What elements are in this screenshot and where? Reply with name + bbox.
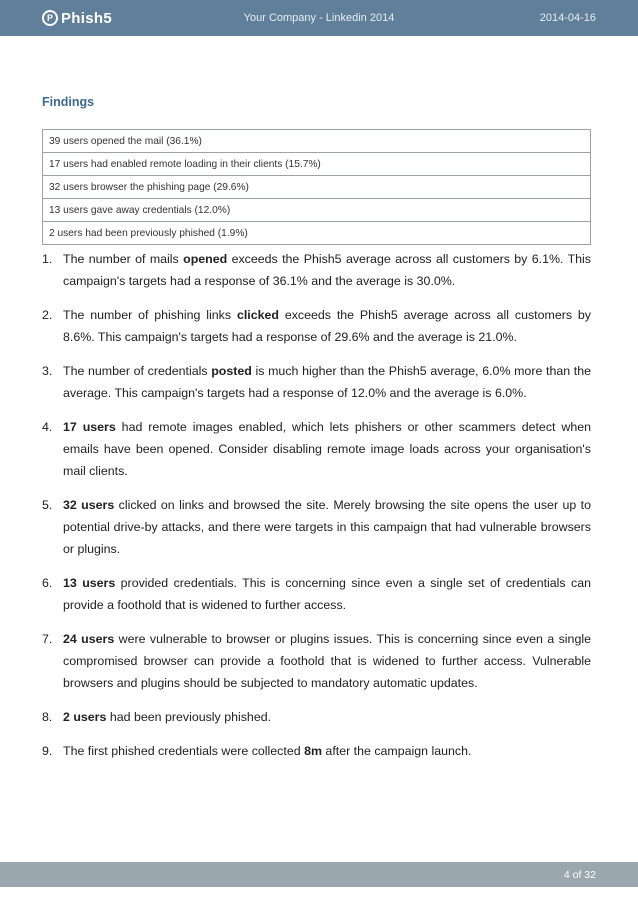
emphasis-text: 13 users <box>63 576 116 590</box>
table-cell: 13 users gave away credentials (12.0%) <box>43 199 591 222</box>
list-item <box>42 416 591 482</box>
list-item <box>42 494 591 560</box>
list-item <box>42 740 591 762</box>
list-item <box>42 360 591 404</box>
list-item-number: 9. <box>42 744 53 758</box>
emphasis-text: opened <box>183 252 228 266</box>
item-text: exceeds the Phish5 average across all customers by 8.6%. This campaign's targets had a response of 29.6% and the average is 21.0%. <box>63 308 591 344</box>
table-cell: 2 users had been previously phished (1.9%) <box>43 222 591 245</box>
list-item-number: 5. <box>42 498 53 512</box>
emphasis-text: 2 users <box>63 710 107 724</box>
table-cell: 39 users opened the mail (36.1%) <box>43 130 591 153</box>
page-number: 4 of 32 <box>563 869 596 881</box>
document-title: Your Company - Linkedin 2014 <box>243 12 395 24</box>
findings-list <box>42 248 591 774</box>
page-footer <box>0 862 638 887</box>
table-cell: 32 users browser the phishing page (29.6%) <box>43 176 591 199</box>
item-text: is much higher than the Phish5 average, 6.0% more than the average. This campaign's targets had a response of 12.0% and the average is 6.0%. <box>63 364 591 400</box>
table-row <box>43 153 591 176</box>
item-text: exceeds the Phish5 average across all customers by 6.1%. This campaign's targets had a response of 36.1% and the average is 30.0%. <box>63 252 591 288</box>
list-item-number: 6. <box>42 576 53 590</box>
item-text: clicked on links and browsed the site. Merely browsing the site opens the user up to potential drive-by attacks, and there were targets in this campaign that had vulnerable browsers or plugins. <box>63 498 591 556</box>
item-text: The number of phishing links <box>63 308 237 322</box>
emphasis-text: posted <box>211 364 252 378</box>
list-item-number: 4. <box>42 420 53 434</box>
emphasis-text: clicked <box>236 308 279 322</box>
list-item <box>42 248 591 292</box>
list-item-number: 7. <box>42 632 53 646</box>
emphasis-text: 24 users <box>63 632 115 646</box>
item-text: The number of mails <box>63 252 184 266</box>
table-cell: 17 users had enabled remote loading in their clients (15.7%) <box>43 153 591 176</box>
logo-text: Phish5 <box>61 9 112 27</box>
item-text: after the campaign launch. <box>321 744 472 758</box>
list-item <box>42 304 591 348</box>
table-row <box>43 130 591 153</box>
emphasis-text: 32 users <box>63 498 115 512</box>
item-text: The number of credentials <box>63 364 212 378</box>
emphasis-text: 8m <box>304 744 322 758</box>
list-item <box>42 572 591 616</box>
list-item-number: 8. <box>42 710 53 724</box>
section-title: Findings <box>42 95 95 109</box>
table-row <box>43 222 591 245</box>
list-item <box>42 628 591 694</box>
emphasis-text: 17 users <box>63 420 116 434</box>
item-text: provided credentials. This is concerning since even a single set of credentials can provide a foothold that is widened to further access. <box>63 576 592 612</box>
list-item-number: 3. <box>42 364 53 378</box>
document-date: 2014-04-16 <box>539 12 596 24</box>
page-header <box>0 0 638 36</box>
list-item-number: 1. <box>42 252 53 266</box>
findings-table <box>42 129 591 245</box>
item-text: The first phished credentials were collected <box>63 744 305 758</box>
list-item-number: 2. <box>42 308 53 322</box>
item-text: were vulnerable to browser or plugins issues. This is concerning since even a single compromised browser can provide a foothold that is widened to further access. Vulnerable browsers and plugins should be subjected to mandatory automatic updates. <box>63 632 591 690</box>
item-text: had remote images enabled, which lets phishers or other scammers detect when emails have been opened. Consider disabling remote image loads across your organisation's mail clients. <box>63 420 591 478</box>
list-item <box>42 706 591 728</box>
table-row <box>43 176 591 199</box>
logo-mark-letter: P <box>46 12 53 23</box>
item-text: had been previously phished. <box>106 710 272 724</box>
table-row <box>43 199 591 222</box>
